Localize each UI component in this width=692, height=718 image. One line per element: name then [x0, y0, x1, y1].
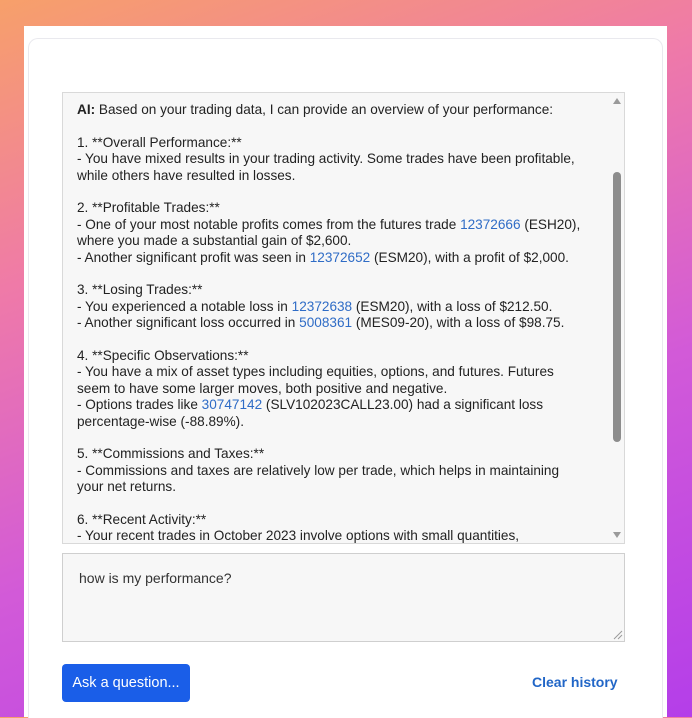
text-line: - Another significant loss occurred in 5008361 (MES09-20), with a loss of $98.75.: [77, 315, 565, 331]
section-4-heading: 4. **Specific Observations:**: [77, 348, 249, 364]
text-line: percentage-wise (-88.89%).: [77, 413, 244, 429]
ai-response: [77, 102, 605, 544]
section-5-heading: 5. **Commissions and Taxes:**: [77, 446, 265, 462]
text-line: - Commissions and taxes are relatively low per trade, which helps in maintaining: [77, 462, 560, 478]
section-3-heading: 3. **Losing Trades:**: [77, 282, 203, 298]
speaker-label: AI:: [77, 102, 96, 117]
text-line: - You experienced a notable loss in 12372638 (ESM20), with a loss of $212.50.: [77, 298, 553, 314]
trade-link-30747142[interactable]: 30747142: [201, 397, 263, 413]
text-line: where you made a substantial gain of $2,600.: [77, 233, 352, 249]
text-line: - Your recent trades in October 2023 involve options with small quantities,: [77, 528, 520, 544]
section-6-heading: 6. **Recent Activity:**: [77, 512, 207, 528]
text-line: seem to have some larger moves, both positive and negative.: [77, 380, 448, 396]
response-intro: AI: Based on your trading data, I can provide an overview of your performance:: [77, 102, 554, 117]
section-1-heading: 1. **Overall Performance:**: [77, 134, 242, 150]
chat-scrollbar[interactable]: [610, 93, 624, 543]
text-line: while others have resulted in losses.: [77, 167, 296, 183]
trade-link-12372666[interactable]: 12372666: [460, 216, 521, 232]
clear-history-link[interactable]: Clear history: [532, 674, 618, 690]
text-line: your net returns.: [77, 479, 176, 495]
trade-link-12372638[interactable]: 12372638: [291, 298, 353, 314]
trade-link-12372652[interactable]: 12372652: [309, 249, 371, 265]
text-line: - You have mixed results in your trading activity. Some trades have been profitable,: [77, 151, 575, 167]
scroll-down-arrow-icon[interactable]: [613, 532, 621, 538]
scrollbar-thumb[interactable]: [613, 172, 621, 442]
trade-link-5008361[interactable]: 5008361: [299, 315, 353, 331]
text-line: - Options trades like 30747142 (SLV102023CALL23.00) had a significant loss: [77, 397, 544, 413]
question-input[interactable]: [62, 553, 625, 642]
ask-question-button[interactable]: Ask a question...: [62, 664, 190, 702]
text-line: - Another significant profit was seen in 12372652 (ESM20), with a profit of $2,000.: [77, 249, 569, 265]
chat-history[interactable]: [62, 92, 625, 544]
resize-grip-icon[interactable]: [613, 630, 623, 640]
scroll-up-arrow-icon[interactable]: [613, 98, 621, 104]
text-line: - One of your most notable profits comes from the futures trade 12372666 (ESH20),: [77, 216, 581, 232]
section-2-heading: 2. **Profitable Trades:**: [77, 200, 220, 216]
text-line: - You have a mix of asset types including equities, options, and futures. Futures: [77, 364, 554, 380]
